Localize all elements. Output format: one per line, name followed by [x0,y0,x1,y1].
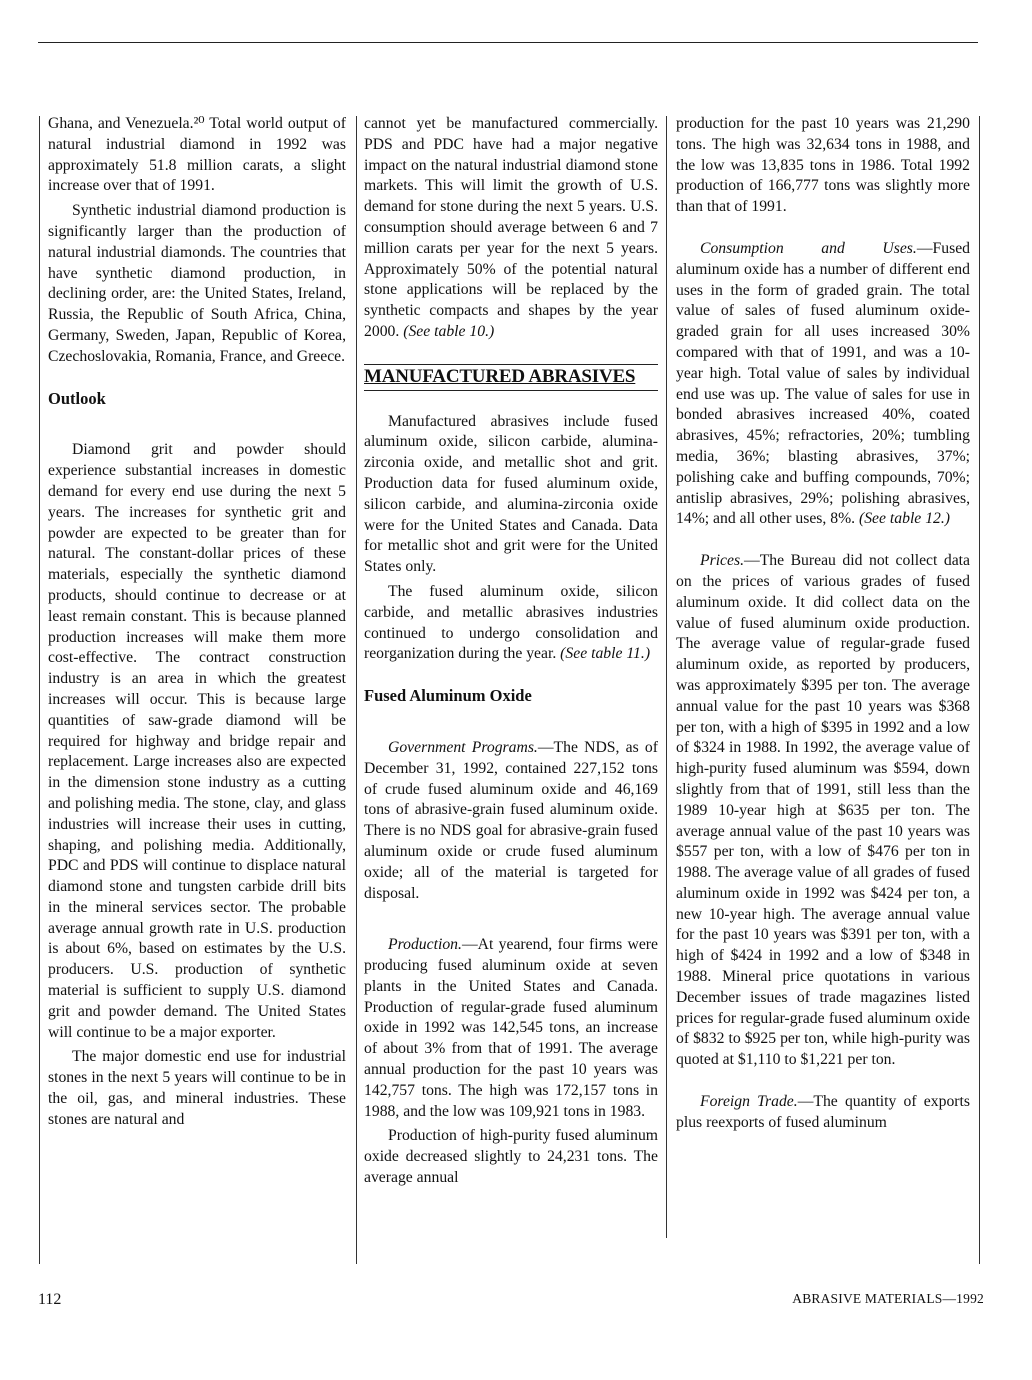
paragraph: Manufactured abrasives include fused aluminum oxide, silicon carbide, alumina-zirconia oxide, and metallic shot and grit. Production data for fused aluminum oxide, silicon carbide, and alumina-zirconia oxide were for the United States and Canada. Data for metallic shot and grit were for the United States only. [364,412,658,576]
run-in-heading: Consumption and Uses. [700,239,917,257]
paragraph: Diamond grit and powder should experience substantial increases in domestic demand for every end use during the next 5 years. The increases for synthetic grit and powder are expected to be greater than for natural. The constant-dollar prices of these materials, especially the synthetic diamond products, should continue to decrease or at least remain constant. This is because planned production increases will make them more cost-effective. The contract construction industry is an area in which the greatest increases will occur. This is because large quantities of saw-grade diamond will be required for highway and bridge repair and replacement. Large increases also are expected in the dimension stone industry as a cutting and polishing media. The stone, clay, and glass industries will increase their uses in cutting, shaping, and polishing media. Additionally, PDC and PDS will continue to displace natural diamond stone and tungsten carbide drill bits in the mineral services sector. The probable average annual growth rate in U.S. production is about 6%, based on estimates by the U.S. producers. U.S. production of synthetic material is sufficient to supply U.S. diamond grit and powder demand. The United States will continue to be a major exporter. [48,441,346,1041]
paragraph: Synthetic industrial diamond production is significantly larger than the production of natural industrial diamonds. The countries that have synthetic diamond production, in declining order, are: the United States, Ireland, Russia, the Republic of South Africa, China, Germany, Sweden, Japan, Republic of Korea, Czechoslovakia, Romania, France, and Greece. [48,202,346,365]
paragraph-foreign-trade: Foreign Trade.—The quantity of exports plus reexports of fused aluminum [676,1093,970,1131]
table-ref: (See table 10.) [403,322,495,340]
paragraph-prices: Prices.—The Bureau did not collect data on the prices of various grades of fused aluminum oxide. It did collect data on the value of fused aluminum oxide production. The average value of regular-grade fused aluminum oxide, as reported by producers, was approximately $395 per ton. The average annual value for the past 10 years was $368 per ton, with a high of $395 in 1992 and a low of $324 in 1988. In 1992, the average value of high-purity fused aluminum was $594, down slightly from that of 1991, still less than the 1989 10-year high at $635 per ton. The average annual value of the past 10 years was $557 per ton, with a low of $476 per ton in 1988. The average value of all grades of fused aluminum oxide in 1992 was $424 per ton, a new 10-year high. The average annual value for the past 10 years was $391 per ton, with a high of $424 in 1992 and a low of $348 in 1988. Mineral price quotations in various December issues of trade magazines listed prices for regular-grade fused aluminum oxide of $832 to $925 per ton, while high-purity was quoted at $1,110 to $1,221 per ton. [676,552,970,1069]
running-title: ABRASIVE MATERIALS—1992 [792,1291,984,1306]
section-title: MANUFACTURED ABRASIVES [364,364,658,391]
paragraph: Ghana, and Venezuela.²⁰ Total world output of natural industrial diamond in 1992 was approximately 51.8 million carats, a slight increase over that of 1991. [48,115,346,195]
column-rule-right [979,116,980,1264]
column-3 [676,114,970,1134]
paragraph-consumption: Consumption and Uses.—Fused aluminum oxide has a number of different end uses in the form of graded grain. The total value of sales of fused aluminum oxide-graded grain for all uses increased 30% compared with that of 1991, and was a 10-year high. Total value of sales by individual end use was up. The value of sales for use in bonded abrasives increased 40%, coated abrasives, 45%; refractories, 20%; tumbling media, 36%; blasting abrasives, 37%; polishing cake and buffing compounds, 70%; antislip abrasives, 29%; polishing abrasives, 14%; and all other uses, 8%. (See table 12.) [676,239,970,528]
paragraph: Production of high-purity fused aluminum oxide decreased slightly to 24,231 tons. The average annual [364,1127,658,1187]
column-rule-2 [666,116,667,1238]
paragraph: production for the past 10 years was 21,290 tons. The high was 32,634 tons in 1988, and the low was 13,835 tons in 1986. Total 1992 production of 166,777 tons was slightly more than that of 1991. [676,115,970,216]
paragraph: cannot yet be manufactured commercially. PDS and PDC have had a major negative impact on the natural industrial diamond stone markets. This will limit the growth of U.S. demand for stone during the next 5 years. U.S. consumption should average between 6 and 7 million carats per year for the next 5 years. Approximately 50% of the potential natural stone applications will be replaced by the synthetic compacts and shapes by the year 2000. (See table 10.) [364,115,658,340]
run-in-heading: Production. [388,936,462,954]
run-in-heading: Foreign Trade. [700,1093,798,1111]
heading-outlook: Outlook [48,388,106,408]
paragraph: The major domestic end use for industrial stones in the next 5 years will continue to be in the oil, gas, and mineral industries. These stones are natural and [48,1048,346,1128]
run-in-heading: Prices. [700,552,744,570]
column-rule-1 [356,116,357,1264]
table-ref: (See table 11.) [560,645,651,663]
paragraph-production: Production.—At yearend, four firms were producing fused aluminum oxide at seven plants in the United States and Canada. Production of regular-grade fused aluminum oxide in 1992 was 142,545 tons, an increase of about 3% from that of 1991. The average annual production for the past 10 years was 142,757 tons. The high was 172,157 tons in 1988, and the low was 109,921 tons in 1983. [364,936,658,1120]
table-ref: (See table 12.) [858,510,951,528]
paragraph-government-programs: Government Programs.—The NDS, as of December 31, 1992, contained 227,152 tons of crude fused aluminum oxide and 46,169 tons of abrasive-grain fused aluminum oxide. There is no NDS goal for abrasive-grain fused aluminum oxide or crude fused aluminum oxide; all of the material is targeted for disposal. [364,738,658,902]
heading-fused-aluminum-oxide: Fused Aluminum Oxide [364,686,532,706]
page-number: 112 [38,1291,62,1308]
column-rule-left [39,116,40,1264]
column-2 [364,114,658,1189]
paragraph: The fused aluminum oxide, silicon carbide, and metallic abrasives industries continued to undergo consolidation and reorganization during the year. (See table 11.) [364,582,658,663]
top-rule [38,42,978,43]
column-1 [48,114,346,1131]
run-in-heading: Government Programs. [388,738,538,756]
